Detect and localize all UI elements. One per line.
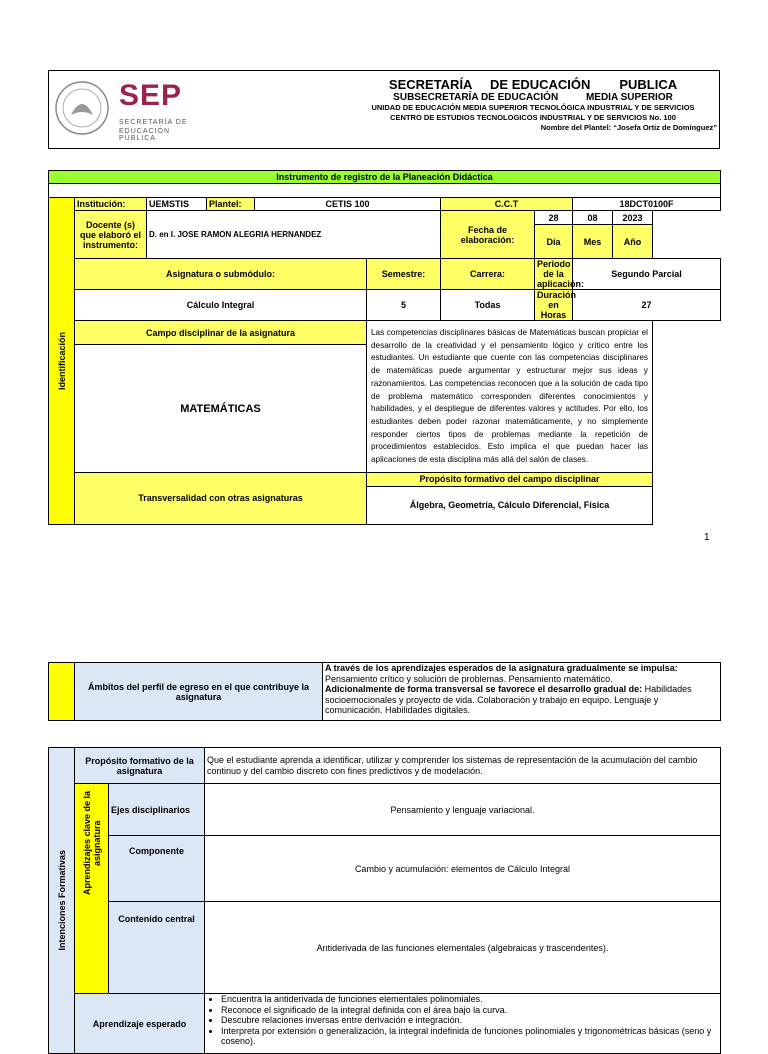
periodo-value: Segundo Parcial: [573, 259, 721, 290]
contenido-label: Contenido central: [109, 902, 205, 994]
page-number: 1: [704, 532, 710, 543]
proposito-campo-label: Propósito formativo del campo disciplinar: [367, 472, 653, 486]
aprendizaje-list: [207, 994, 718, 1047]
duracion-value: 27: [573, 290, 721, 321]
aprendizajes-clave-side: [75, 784, 109, 994]
ambitos-content: [323, 663, 721, 721]
plantel-label: Plantel:: [207, 198, 255, 211]
proposito-value: Que el estudiante aprenda a identificar, utilizar y comprender los sistemas de representación de la acumulación del cambio continuo y del cambio discreto con fines predictivos y de modelación.: [205, 748, 721, 784]
competencias-text: Las competencias disciplinares básicas de Matemáticas buscan propiciar el desarrollo de la creatividad y el pensamiento lógico y crítico entre los estudiantes. Un estudiante que cuente con las competencias disciplinares de matemáticas puede argumentar y estructurar mejor sus ideas y razonamientos. Las competencias reconocen que a la solución de cada tipo de problema matemático corresponden diferentes conocimientos y habilidades, y el despliegue de diferentes valores y actitudes. Por ello, los estudiantes deben poder razonar matemáticamente, y no simplemente responder ciertos tipos de problemas mediante la repetición de procedimientos establecidos. Esto implica el que puedan hacer las aplicaciones de esta disciplina más allá del salón de clases.: [371, 328, 648, 465]
header-line5: Nombre del Plantel: “Josefa Ortiz de Domínguez”: [540, 123, 717, 132]
mes-label: Mes: [573, 225, 613, 259]
header-line4: CENTRO DE ESTUDIOS TECNOLOGICOS INDUSTRIAL Y DE SERVICIOS No. 100: [390, 113, 676, 122]
campo-value: MATEMÁTICAS: [75, 345, 367, 472]
fecha-label: Fecha de elaboración:: [441, 211, 535, 259]
header-line3: UNIDAD DE EDUCACIÓN MEDIA SUPERIOR TECNOLÓGICA INDUSTRIAL Y DE SERVICIOS: [371, 103, 695, 112]
list-item: • Reconoce el significado de la integral definida con el área bajo la curva.: [221, 1005, 718, 1016]
campo-label: Campo disciplinar de la asignatura: [75, 321, 367, 345]
blank-row: [49, 184, 721, 198]
list-item: • Interpreta por extensión o generalización, la integral indefinida de funciones polinomiales y trigonométricas básicas (seno y coseno).: [221, 1026, 718, 1047]
eagle-seal-icon: [53, 79, 111, 137]
carrera-label: Carrera:: [441, 259, 535, 290]
docente-label: Docente (s) que elaboró el instrumento:: [75, 211, 147, 259]
anio-label: Año: [613, 225, 653, 259]
list-item: • Encuentra la antiderivada de funciones elementales polinomiales.: [221, 994, 718, 1005]
competencias-cell: [367, 321, 653, 473]
ambitos-line1-text: Pensamiento crítico y solución de problemas. Pensamiento matemático.: [325, 673, 613, 684]
logo-sub2: EDUCACIÓN PÚBLICA: [119, 128, 171, 142]
semestre-label: Semestre:: [367, 259, 441, 290]
sep-logo: [53, 79, 203, 142]
carrera-value: Todas: [441, 290, 535, 321]
asignatura-value: Cálculo Integral: [75, 290, 367, 321]
list-item: • Descubre relaciones inversas entre derivación e integración.: [221, 1015, 718, 1026]
identificacion-side: [49, 198, 75, 525]
aprendizajes-clave-label: Aprendizajes clave de la asignatura: [81, 790, 102, 896]
componente-label: Componente: [109, 836, 205, 902]
proposito-label: Propósito formativo de la asignatura: [75, 748, 205, 784]
mes-value: 08: [573, 211, 613, 225]
cct-label: C.C.T: [441, 198, 573, 211]
ambitos-label: Ámbitos del perfil de egreso en el que contribuye la asignatura: [75, 663, 323, 721]
anio-value: 2023: [613, 211, 653, 225]
intenciones-label: Intenciones Formativas: [56, 850, 67, 951]
dia-value: 28: [535, 211, 573, 225]
ambitos-line1-bold: A través de los aprendizajes esperados de la asignatura gradualmente se impulsa:: [325, 663, 678, 673]
header-box: [48, 70, 720, 149]
ejes-label: Ejes disciplinarios: [109, 784, 205, 836]
transversalidad-value: Álgebra, Geometría, Cálculo Diferencial, Física: [367, 486, 653, 524]
ambitos-table: [48, 662, 721, 721]
contenido-value: Antiderivada de las funciones elementales (algebraicas y trascendentes).: [205, 902, 721, 994]
ambitos-line2-text: Habilidades socioemocionales y proyecto de vida. Colaboración y trabajo en equipo. Lenguaje y comunicación. Habilidades digitales.: [325, 684, 692, 715]
aprendizaje-label: Aprendizaje esperado: [75, 994, 205, 1054]
intenciones-table: [48, 747, 721, 1054]
intenciones-side: [49, 748, 75, 1054]
ambitos-side: [49, 663, 75, 721]
periodo-label: Periodo de la aplicación:: [535, 259, 573, 290]
ambitos-line2-bold: Adicionalmente de forma transversal se favorece el desarrollo gradual de:: [325, 684, 643, 694]
header-line1: SECRETARÍA DE EDUCACIÓN PUBLICA: [388, 77, 678, 92]
asignatura-label: Asignatura o submódulo:: [75, 259, 367, 290]
logo-sub1: SECRETARÍA DE: [119, 119, 188, 126]
duracion-label: Duración en Horas: [535, 290, 573, 321]
cct-value: 18DCT0100F: [573, 198, 721, 211]
dia-label: Día: [535, 225, 573, 259]
identificacion-table: [48, 170, 721, 525]
institucion-value: UEMSTIS: [147, 198, 207, 211]
header-line2: SUBSECRETARÍA DE EDUCACIÓN MEDIA SUPERIOR: [393, 92, 673, 103]
ejes-value: Pensamiento y lenguaje variacional.: [205, 784, 721, 836]
semestre-value: 5: [367, 290, 441, 321]
institucion-label: Institución:: [75, 198, 147, 211]
plantel-value: CETIS 100: [255, 198, 441, 211]
header-text: [349, 77, 717, 133]
transversalidad-label: Transversalidad con otras asignaturas: [75, 472, 367, 524]
logo-text: SEP: [119, 79, 183, 112]
instrument-title: Instrumento de registro de la Planeación Didáctica: [49, 171, 721, 184]
docente-value: D. en I. JOSE RAMON ALEGRIA HERNANDEZ: [147, 211, 441, 259]
componente-value: Cambio y acumulación: elementos de Cálculo Integral: [205, 836, 721, 902]
identificacion-label: Identificación: [56, 331, 67, 390]
